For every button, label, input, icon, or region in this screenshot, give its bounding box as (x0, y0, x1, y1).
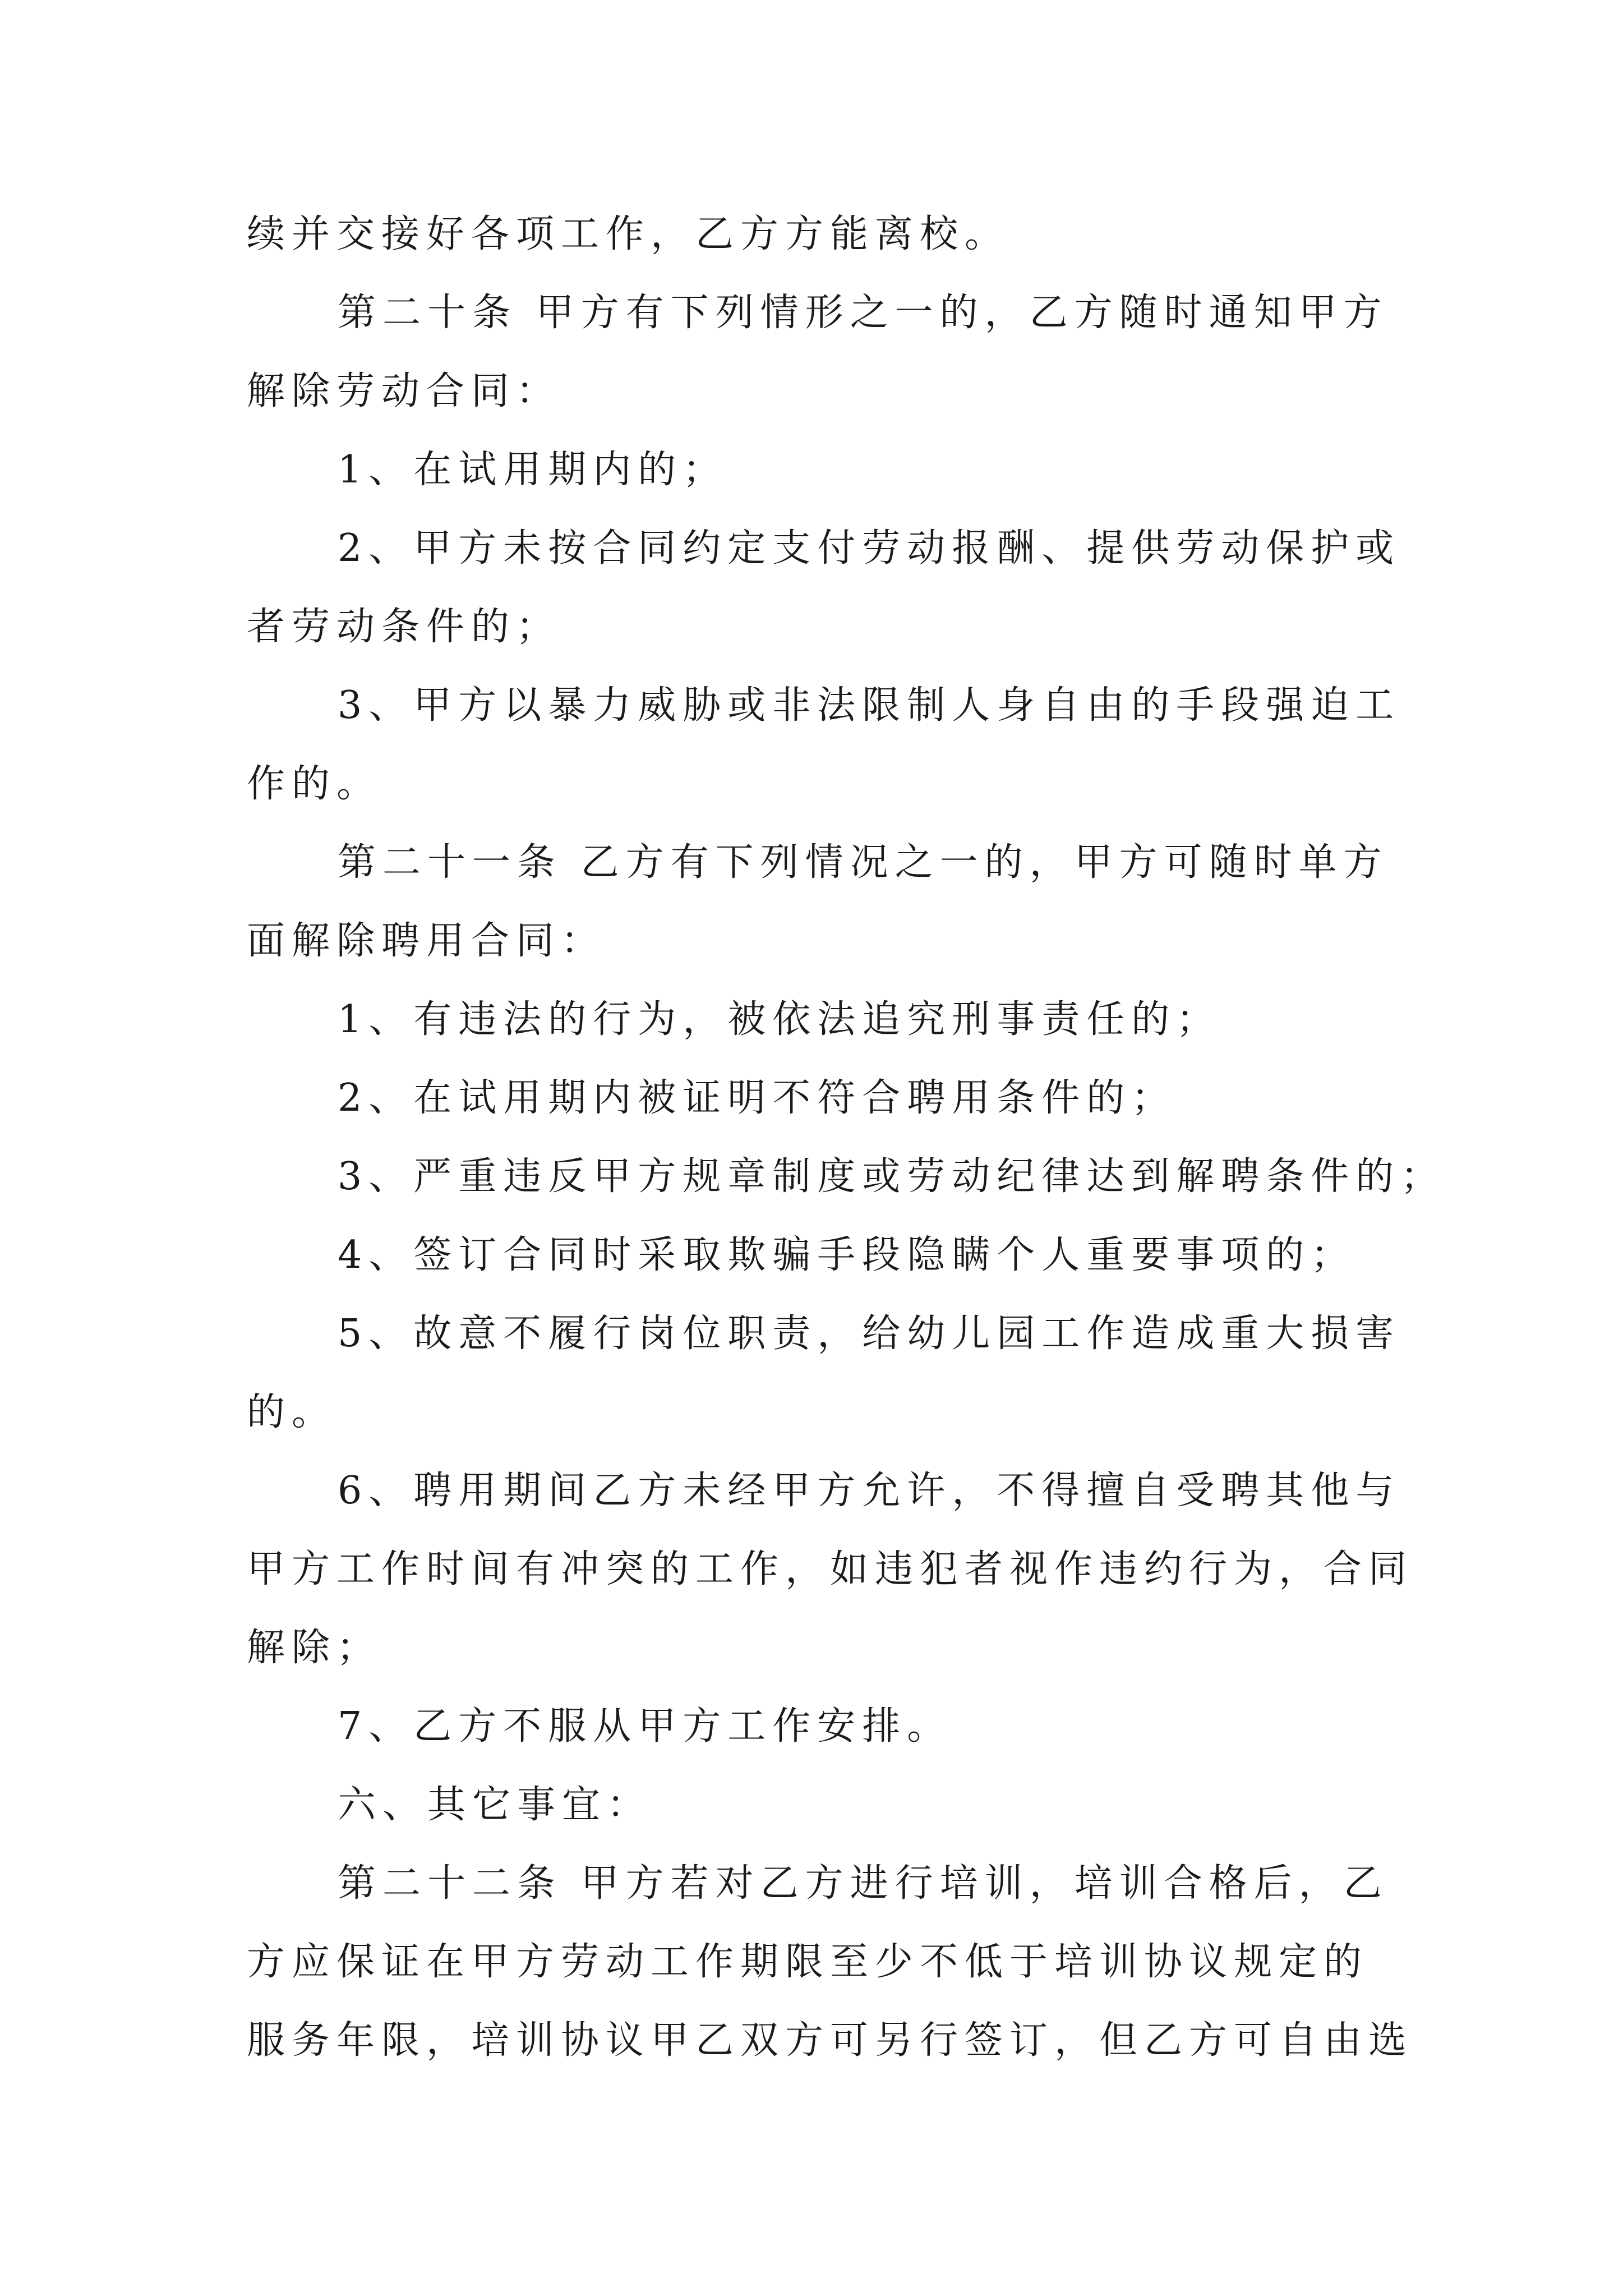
text-line: 者劳动条件的； (247, 605, 561, 649)
list-item: 6、聘用期间乙方未经甲方允许，不得擅自受聘其他与 (338, 1469, 1401, 1513)
text-line: 面解除聘用合同： (247, 919, 606, 963)
text-line: 续并交接好各项工作，乙方方能离校。 (247, 212, 1010, 256)
article-21-heading: 第二十一条 乙方有下列情况之一的，甲方可随时单方 (338, 840, 1389, 885)
text-line: 解除； (247, 1626, 382, 1670)
list-item: 7、乙方不服从甲方工作安排。 (338, 1704, 952, 1749)
text-line: 服务年限，培训协议甲乙双方可另行签订，但乙方可自由选 (247, 2018, 1414, 2063)
text-line: 作的。 (247, 762, 382, 806)
text-line: 甲方工作时间有冲突的工作，如违犯者视作违约行为，合同 (247, 1547, 1414, 1591)
list-item: 1、有违法的行为，被依法追究刑事责任的； (338, 997, 1221, 1042)
article-22-heading: 第二十二条 甲方若对乙方进行培训，培训合格后，乙 (338, 1861, 1389, 1906)
text-line: 的。 (247, 1390, 337, 1434)
section-heading: 六、其它事宜： (338, 1783, 652, 1827)
article-20-heading: 第二十条 甲方有下列情形之一的，乙方随时通知甲方 (338, 291, 1389, 335)
document-page (247, 195, 1446, 2080)
text-line: 方应保证在甲方劳动工作期限至少不低于培训协议规定的 (247, 1940, 1369, 1984)
text-line: 解除劳动合同： (247, 369, 561, 413)
list-item: 2、甲方未按合同约定支付劳动报酬、提供劳动保护或 (338, 526, 1401, 570)
list-item: 3、甲方以暴力威胁或非法限制人身自由的手段强迫工 (338, 683, 1401, 728)
list-item: 5、故意不履行岗位职责，给幼儿园工作造成重大损害 (338, 1312, 1401, 1356)
list-item: 3、严重违反甲方规章制度或劳动纪律达到解聘条件的； (338, 1154, 1446, 1199)
list-item: 4、签订合同时采取欺骗手段隐瞒个人重要事项的； (338, 1233, 1356, 1277)
list-item: 2、在试用期内被证明不符合聘用条件的； (338, 1076, 1177, 1120)
list-item: 1、在试用期内的； (338, 448, 728, 492)
